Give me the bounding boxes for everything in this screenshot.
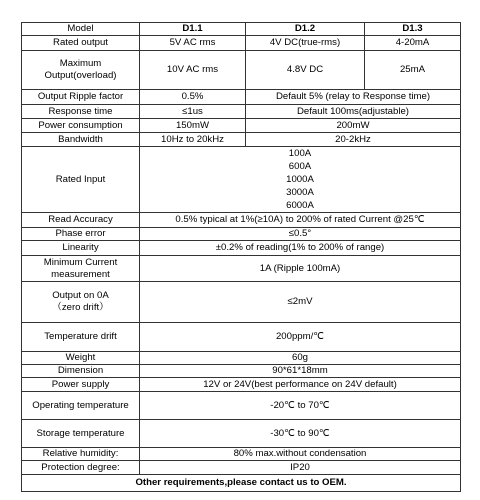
spec-value: ≤2mV [140, 282, 461, 323]
row-ripple [22, 90, 461, 105]
row-phase-error [22, 228, 461, 241]
row-response [22, 105, 461, 119]
ripple-label: Output Ripple factor [22, 90, 140, 105]
spec-label: Phase error [22, 228, 140, 241]
response-label: Response time [22, 105, 140, 119]
rated-input-label: Rated Input [22, 147, 140, 213]
rated-output-d11: 5V AC rms [140, 36, 246, 51]
row-zero-drift [22, 282, 461, 323]
header-row [22, 23, 461, 36]
spec-label: Operating temperature [22, 392, 140, 420]
spec-value: 200ppm/℃ [140, 323, 461, 352]
row-relative-humidity [22, 448, 461, 461]
header-d13: D1.3 [365, 23, 461, 36]
rated-input-value: 6000A [286, 200, 314, 211]
rated-output-d12: 4V DC(true-rms) [246, 36, 365, 51]
spec-value: -30℃ to 90℃ [140, 420, 461, 448]
spec-label: Dimension [22, 365, 140, 378]
rated-output-label: Rated output [22, 36, 140, 51]
spec-value: 12V or 24V(best performance on 24V default) [140, 378, 461, 392]
spec-value: 60g [140, 352, 461, 365]
max-output-d13: 25mA [365, 51, 461, 90]
spec-value: ±0.2% of reading(1% to 200% of range) [140, 241, 461, 256]
row-storage-temperature [22, 420, 461, 448]
row-rated-input [22, 147, 461, 213]
spec-label: Temperature drift [22, 323, 140, 352]
power-consumption-d12-d13: 200mW [246, 119, 461, 133]
row-bandwidth [22, 133, 461, 147]
rated-input-value: 1000A [286, 174, 314, 185]
row-dimension [22, 365, 461, 378]
spec-label: Minimum Current measurement [22, 256, 140, 282]
row-minimum-current [22, 256, 461, 282]
max-output-label: Maximum Output(overload) [22, 51, 140, 90]
spec-label: Relative humidity: [22, 448, 140, 461]
rated-input-value: 600A [288, 161, 312, 172]
spec-value: 1A (Ripple 100mA) [140, 256, 461, 282]
row-read-accuracy [22, 213, 461, 228]
header-d12: D1.2 [246, 23, 365, 36]
bandwidth-d12-d13: 20-2kHz [246, 133, 461, 147]
row-power-consumption [22, 119, 461, 133]
spec-label: Power supply [22, 378, 140, 392]
max-output-d11: 10V AC rms [140, 51, 246, 90]
row-operating-temperature [22, 392, 461, 420]
spec-value: 80% max.without condensation [140, 448, 461, 461]
header-label: Model [22, 23, 140, 36]
rated-input-values [140, 147, 461, 213]
footer-row [22, 475, 461, 492]
row-linearity [22, 241, 461, 256]
row-power-supply [22, 378, 461, 392]
spec-label: Storage temperature [22, 420, 140, 448]
row-temperature-drift [22, 323, 461, 352]
spec-value: IP20 [140, 461, 461, 475]
max-output-d12: 4.8V DC [246, 51, 365, 90]
row-protection-degree [22, 461, 461, 475]
row-max-output [22, 51, 461, 90]
rated-input-value: 100A [288, 148, 312, 159]
rated-output-d13: 4-20mA [365, 36, 461, 51]
response-d12-d13: Default 100ms(adjustable) [246, 105, 461, 119]
spec-value: -20℃ to 70℃ [140, 392, 461, 420]
ripple-d12-d13: Default 5% (relay to Response time) [246, 90, 461, 105]
row-weight [22, 352, 461, 365]
row-rated-output [22, 36, 461, 51]
spec-value: 90*61*18mm [140, 365, 461, 378]
spec-label: Linearity [22, 241, 140, 256]
rated-input-value: 3000A [286, 187, 314, 198]
response-d11: ≤1us [140, 105, 246, 119]
power-consumption-label: Power consumption [22, 119, 140, 133]
spec-label: Output on 0A （zero drift） [22, 282, 140, 323]
bandwidth-label: Bandwidth [22, 133, 140, 147]
spec-value: 0.5% typical at 1%(≥10A) to 200% of rated Current @25℃ [140, 213, 461, 228]
bandwidth-d11: 10Hz to 20kHz [140, 133, 246, 147]
spec-label: Protection degree: [22, 461, 140, 475]
spec-value: ≤0.5° [140, 228, 461, 241]
spec-table [21, 22, 461, 492]
ripple-d11: 0.5% [140, 90, 246, 105]
oem-footer-note: Other requirements,please contact us to OEM. [22, 475, 461, 492]
power-consumption-d11: 150mW [140, 119, 246, 133]
spec-label: Weight [22, 352, 140, 365]
header-d11: D1.1 [140, 23, 246, 36]
spec-label: Read Accuracy [22, 213, 140, 228]
